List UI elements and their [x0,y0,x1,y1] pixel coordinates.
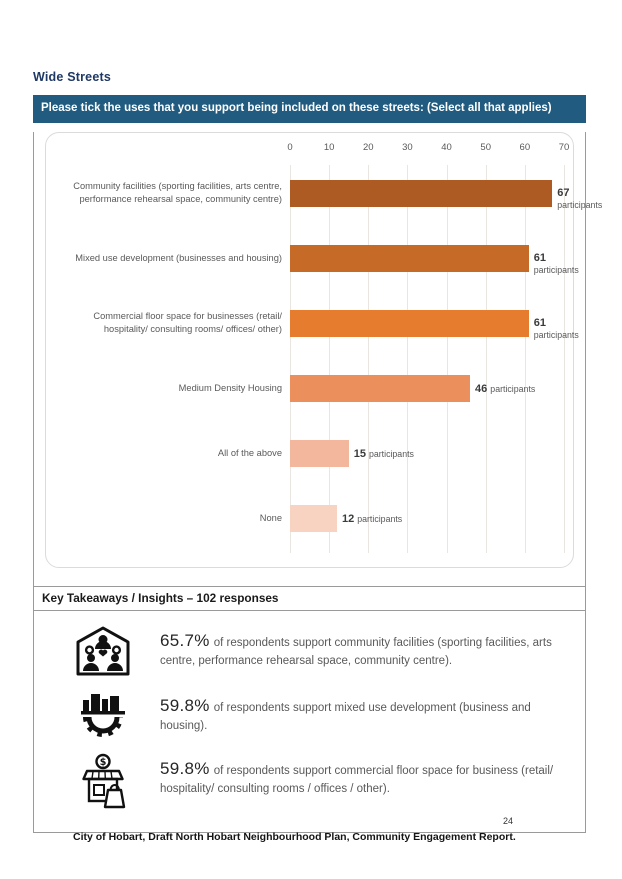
value-number: 46 [475,383,488,396]
plot-cell [290,505,564,532]
takeaways-section [33,586,586,833]
x-axis-tick-label: 60 [519,141,531,153]
chart-row [54,161,603,226]
bar [290,375,470,402]
category-label: None [259,512,282,523]
page-number: 24 [503,816,514,826]
takeaway-stat: 59.8% [160,695,210,715]
value-unit: participants [490,384,536,395]
mixed-use-buildings-gear-icon [77,690,129,740]
value-number: 61 [533,316,547,329]
value-unit: participants [533,329,579,340]
takeaway-text: 59.8% of respondents support commercial floor space for business (retail/ hospitality/ consulting rooms / offices / other). [160,758,554,796]
takeaway-text: 59.8% of respondents support mixed use development (business and housing). [160,695,531,733]
x-axis-tick-label: 10 [323,141,335,153]
takeaway-text: 65.7% of respondents support community facilities (sporting facilities, arts centre, performance rehearsal space, community centre). [160,630,552,668]
value-unit: participants [533,264,579,275]
bar [290,440,349,467]
svg-text:$: $ [99,756,107,768]
category-label: Mixed use development (businesses and housing) [75,252,282,263]
plot-cell [290,242,579,275]
plot-cell [290,307,579,340]
x-axis-tick-label: 30 [402,141,413,153]
value-label [557,177,602,210]
chart-row [54,421,567,486]
value-number: 15 [353,448,366,461]
chart-row [54,486,567,551]
x-axis-tick-label: 70 [558,141,570,153]
x-axis [287,139,570,161]
x-axis-tick-label: 40 [441,141,452,153]
value-number: 12 [341,513,355,526]
takeaway-item [72,625,571,677]
value-label [534,307,579,340]
value-number: 61 [533,251,547,264]
value-label [475,379,535,397]
community-house-icon [72,625,134,677]
value-label [354,444,414,462]
value-number: 67 [557,186,570,199]
chart-row [54,291,579,356]
bar [290,310,529,337]
plot-cell [290,177,603,210]
takeaway-item [72,690,571,740]
x-axis-tick-label: 50 [480,141,491,153]
value-label [534,242,579,275]
chart-rows [54,161,603,551]
bar [290,505,337,532]
category-label: All of the above [217,447,282,458]
question-header-bar [33,95,586,123]
plot-cell [290,440,564,467]
takeaways-heading: Key Takeaways / Insights – 102 responses [34,587,585,611]
chart-row [54,356,567,421]
community-house-icon [75,625,131,677]
plot-cell [290,375,564,402]
chart-section [33,132,603,587]
takeaway-stat: 65.7% [160,630,210,650]
value-unit: participants [357,514,403,525]
bar [290,180,552,207]
bar-chart [45,132,603,568]
x-axis-tick-label: 0 [287,141,293,153]
category-label: Commercial floor space for businesses (retail/ hospitality/ consulting rooms/ offices/ other) [93,311,282,335]
page-title: Wide Streets [33,70,112,84]
storefront-dollar-icon [72,753,134,813]
takeaway-stat: 59.8% [160,758,210,778]
category-label: Community facilities (sporting facilities, arts centre, performance rehearsal space, community centre) [73,181,282,205]
bar [290,245,529,272]
footer-text: City of Hobart, Draft North Hobart Neighbourhood Plan, Community Engagement Report. [73,831,516,843]
takeaway-item [72,753,571,813]
x-axis-tick-label: 20 [362,141,374,153]
storefront-dollar-icon [77,753,129,813]
mixed-use-buildings-gear-icon [72,690,134,740]
value-unit: participants [368,449,414,460]
value-unit: participants [557,199,603,210]
value-label [342,509,402,527]
takeaway-items [34,611,585,832]
question-text: Please tick the uses that you support being included on these streets: (Select all that applies) [41,102,552,114]
chart-row [54,226,579,291]
category-label: Medium Density Housing [178,382,282,393]
